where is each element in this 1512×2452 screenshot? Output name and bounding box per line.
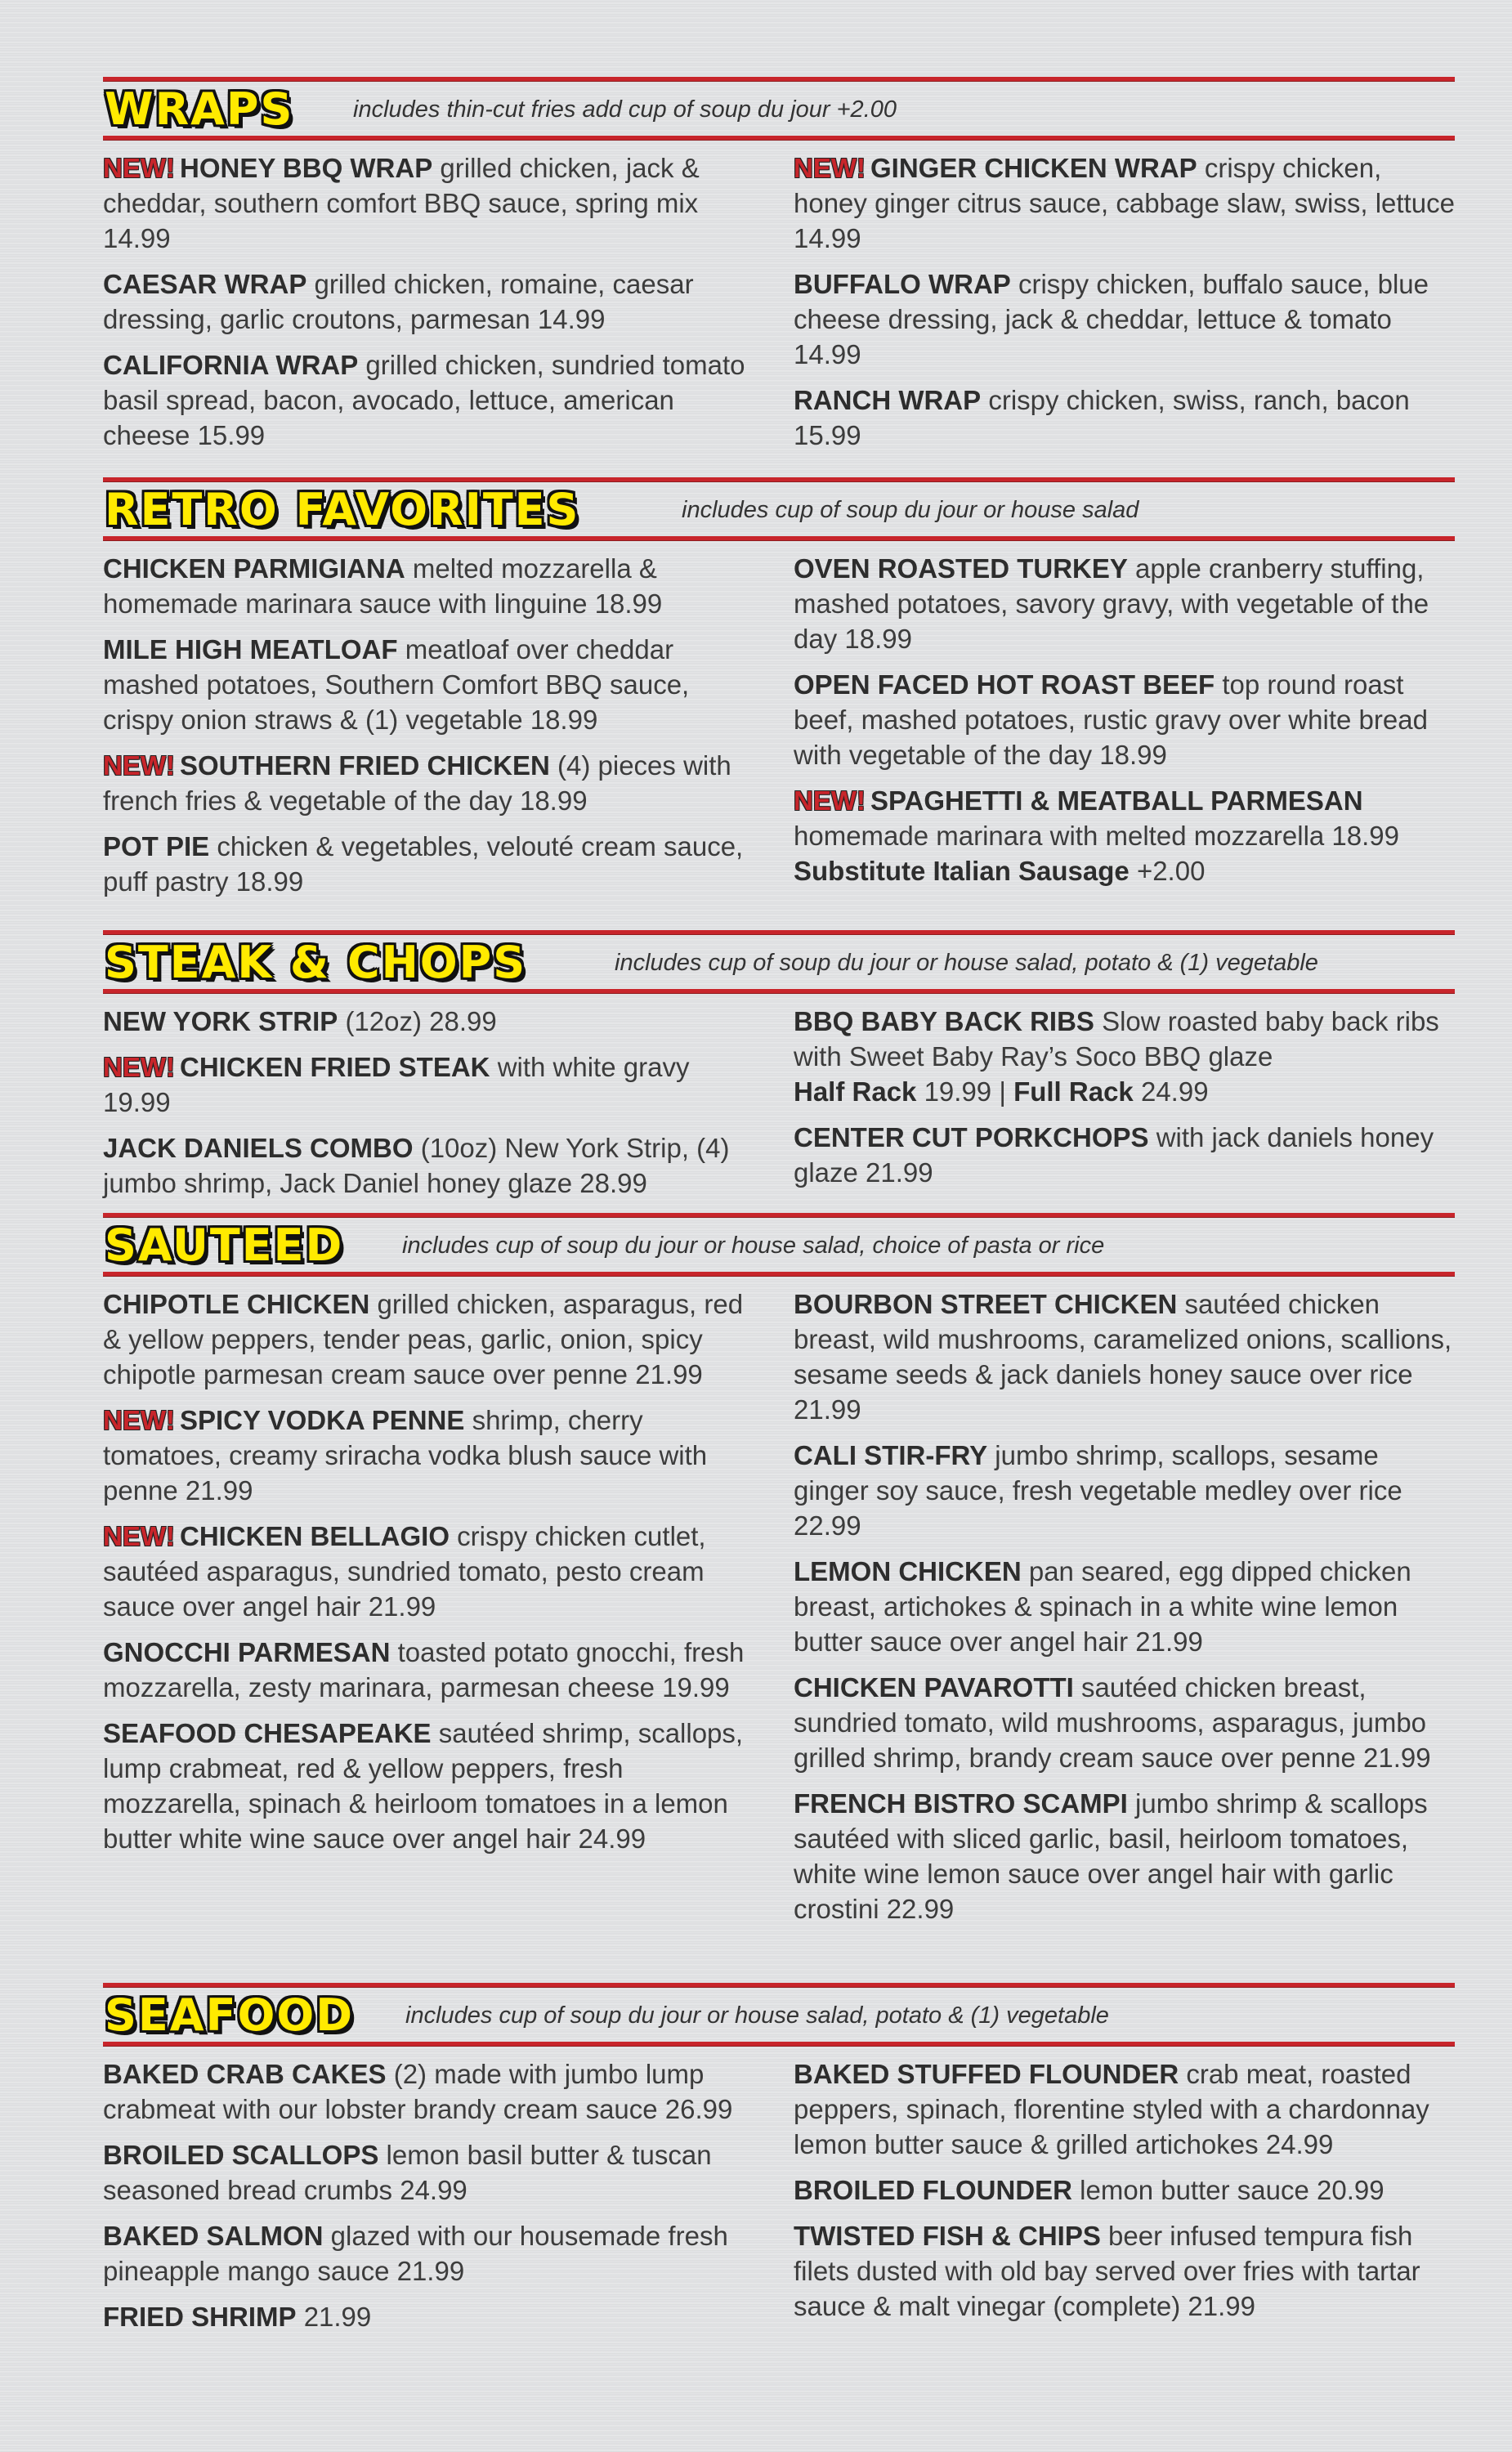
item-name: JACK DANIELS COMBO — [103, 1133, 414, 1163]
item-desc: top round roast beef, mashed potatoes, rustic gravy over white bread with vegetable of the day 18.99 — [794, 669, 1428, 770]
item-desc: 21.99 — [303, 2302, 372, 2332]
item-desc: (2) made with jumbo lump crabmeat with our lobster brandy cream sauce 26.99 — [103, 2059, 733, 2124]
divider-rule — [103, 1213, 1455, 1217]
menu-column-right — [794, 150, 1455, 463]
item-desc: crispy chicken cutlet, sautéed asparagus, sundried tomato, pesto cream sauce over angel hair 21.99 — [103, 1521, 706, 1622]
divider-rule — [103, 1272, 1455, 1276]
new-badge: NEW! — [103, 750, 175, 781]
menu-item — [103, 829, 764, 899]
menu-item — [794, 1786, 1455, 1926]
menu-column-left — [103, 150, 764, 463]
menu-item — [794, 2218, 1455, 2324]
divider-rule — [103, 477, 1455, 481]
item-extra-name: Half Rack — [794, 1076, 917, 1107]
section-title: WRAPS — [105, 83, 294, 135]
divider-rule — [103, 930, 1455, 934]
menu-item — [794, 667, 1455, 772]
divider-rule — [103, 989, 1455, 993]
section-seafood — [103, 1988, 1455, 2345]
item-desc: lemon butter sauce 20.99 — [1080, 2175, 1385, 2205]
menu-item — [103, 2137, 764, 2208]
section-note: includes cup of soup du jour or house salad, potato & (1) vegetable — [405, 2002, 1109, 2029]
menu-item — [794, 1120, 1455, 1190]
item-name: SPICY VODKA PENNE — [179, 1405, 465, 1435]
menu-item — [103, 748, 764, 818]
item-extra-name: Full Rack — [1013, 1076, 1134, 1107]
menu-column-right — [794, 1286, 1455, 1937]
menu-item — [103, 632, 764, 737]
item-desc: lemon basil butter & tuscan seasoned bread crumbs 24.99 — [103, 2140, 712, 2205]
item-desc: Slow roasted baby back ribs with Sweet Baby Ray’s Soco BBQ glaze — [794, 1006, 1439, 1072]
item-extra-price: +2.00 — [1136, 856, 1206, 886]
item-desc: meatloaf over cheddar mashed potatoes, Southern Comfort BBQ sauce, crispy onion straws & (1) vegetable 18.99 — [103, 634, 690, 735]
item-extra-price: 24.99 — [1140, 1076, 1209, 1107]
item-desc: pan seared, egg dipped chicken breast, artichokes & spinach in a white wine lemon butter sauce over angel hair 21.99 — [794, 1556, 1411, 1657]
item-name: TWISTED FISH & CHIPS — [794, 2221, 1101, 2251]
item-name: CALIFORNIA WRAP — [103, 350, 359, 380]
item-desc: jumbo shrimp & scallops sautéed with sliced garlic, basil, heirloom tomatoes, white wine lemon sauce over angel hair with garlic crostini 22.99 — [794, 1788, 1428, 1924]
item-desc: crispy chicken, honey ginger citrus sauce, cabbage slaw, swiss, lettuce 14.99 — [794, 153, 1455, 253]
menu-item — [794, 1554, 1455, 1659]
item-desc: crispy chicken, buffalo sauce, blue cheese dressing, jack & cheddar, lettuce & tomato 14.99 — [794, 269, 1429, 369]
item-desc: homemade marinara with melted mozzarella 18.99 — [794, 821, 1400, 851]
section-note: includes thin-cut fries add cup of soup du jour +2.00 — [353, 96, 897, 123]
new-badge: NEW! — [794, 785, 866, 816]
item-desc: apple cranberry stuffing, mashed potatoes, savory gravy, with vegetable of the day 18.99 — [794, 553, 1429, 654]
item-name: BROILED FLOUNDER — [794, 2175, 1072, 2205]
section-wraps — [103, 82, 1455, 463]
item-name: CHICKEN PAVAROTTI — [794, 1672, 1074, 1703]
menu-column-left — [103, 2056, 764, 2345]
menu-column-left — [103, 551, 764, 910]
item-desc: grilled chicken, jack & cheddar, southern comfort BBQ sauce, spring mix 14.99 — [103, 153, 700, 253]
menu-item — [103, 1049, 764, 1120]
item-name: NEW YORK STRIP — [103, 1006, 338, 1036]
item-desc: with jack daniels honey glaze 21.99 — [794, 1122, 1434, 1188]
item-name: SPAGHETTI & MEATBALL PARMESAN — [870, 785, 1363, 816]
menu-item — [794, 383, 1455, 453]
menu-item — [103, 1635, 764, 1705]
menu-item — [103, 150, 764, 256]
item-desc: crab meat, roasted peppers, spinach, florentine styled with a chardonnay lemon butter sauce & grilled artichokes 24.99 — [794, 2059, 1429, 2159]
menu-item — [794, 1004, 1455, 1109]
menu-item — [103, 1130, 764, 1201]
section-header — [103, 82, 1455, 141]
section-header — [103, 1988, 1455, 2047]
menu-item — [103, 551, 764, 621]
menu-item — [794, 1438, 1455, 1543]
item-desc: chicken & vegetables, velouté cream sauce, puff pastry 18.99 — [103, 831, 744, 897]
item-desc: jumbo shrimp, scallops, sesame ginger soy sauce, fresh vegetable medley over rice 22.99 — [794, 1440, 1402, 1541]
item-extra-name: Substitute Italian Sausage — [794, 856, 1130, 886]
item-desc: sautéed shrimp, scallops, lump crabmeat, red & yellow peppers, fresh mozzarella, spinach & heirloom tomatoes in a lemon butter white wine sauce over angel hair 24.99 — [103, 1718, 744, 1854]
item-desc: grilled chicken, sundried tomato basil spread, bacon, avocado, lettuce, american cheese 15.99 — [103, 350, 745, 450]
menu-item — [794, 266, 1455, 372]
item-desc: crispy chicken, swiss, ranch, bacon 15.99 — [794, 385, 1410, 450]
item-name: RANCH WRAP — [794, 385, 982, 415]
menu-item — [103, 2299, 764, 2334]
item-desc: (4) pieces with french fries & vegetable of the day 18.99 — [103, 750, 731, 816]
menu-item — [103, 266, 764, 337]
divider-rule — [103, 136, 1455, 140]
item-extra-price: 19.99 | — [924, 1076, 1006, 1107]
item-desc: shrimp, cherry tomatoes, creamy sriracha vodka blush sauce with penne 21.99 — [103, 1405, 708, 1506]
item-desc: beer infused tempura fish filets dusted with old bay served over fries with tartar sauce & malt vinegar (complete) 21.99 — [794, 2221, 1420, 2321]
item-name: HONEY BBQ WRAP — [179, 153, 433, 183]
item-name: BOURBON STREET CHICKEN — [794, 1289, 1178, 1319]
menu-item — [794, 150, 1455, 256]
menu-item — [103, 1403, 764, 1508]
section-title: SAUTEED — [105, 1219, 344, 1271]
item-name: FRENCH BISTRO SCAMPI — [794, 1788, 1128, 1819]
menu-item — [103, 347, 764, 453]
section-header — [103, 1218, 1455, 1277]
item-desc: toasted potato gnocchi, fresh mozzarella, zesty marinara, parmesan cheese 19.99 — [103, 1637, 745, 1703]
menu-item — [103, 1004, 764, 1039]
item-name: CAESAR WRAP — [103, 269, 307, 299]
menu-column-right — [794, 1004, 1455, 1211]
menu-item — [794, 551, 1455, 656]
item-desc: sautéed chicken breast, sundried tomato, wild mushrooms, asparagus, jumbo grilled shrimp, brandy cream sauce over penne 21.99 — [794, 1672, 1431, 1773]
section-note: includes cup of soup du jour or house salad, potato & (1) vegetable — [615, 950, 1318, 976]
menu-column-right — [794, 551, 1455, 910]
item-desc: grilled chicken, romaine, caesar dressing, garlic croutons, parmesan 14.99 — [103, 269, 694, 334]
item-name: CHIPOTLE CHICKEN — [103, 1289, 370, 1319]
item-name: POT PIE — [103, 831, 210, 861]
item-name: CHICKEN BELLAGIO — [179, 1521, 450, 1551]
item-name: BAKED SALMON — [103, 2221, 324, 2251]
item-desc: sautéed chicken breast, wild mushrooms, caramelized onions, scallions, sesame seeds & jack daniels honey sauce over rice 21.99 — [794, 1289, 1452, 1425]
menu-column-left — [103, 1286, 764, 1937]
item-name: BUFFALO WRAP — [794, 269, 1011, 299]
item-desc: grilled chicken, asparagus, red & yellow peppers, tender peas, garlic, onion, spicy chipotle parmesan cream sauce over penne 21.99 — [103, 1289, 744, 1389]
menu-column-right — [794, 2056, 1455, 2345]
item-desc: melted mozzarella & homemade marinara sauce with linguine 18.99 — [103, 553, 663, 619]
item-name: BROILED SCALLOPS — [103, 2140, 379, 2170]
new-badge: NEW! — [103, 1405, 175, 1435]
item-name: CALI STIR-FRY — [794, 1440, 988, 1470]
section-header — [103, 935, 1455, 994]
section-sauteed — [103, 1218, 1455, 1937]
menu-item — [103, 1716, 764, 1856]
menu-item — [794, 1670, 1455, 1775]
section-note: includes cup of soup du jour or house salad, choice of pasta or rice — [402, 1233, 1105, 1259]
menu-column-left — [103, 1004, 764, 1211]
item-name: CHICKEN PARMIGIANA — [103, 553, 405, 584]
item-name: BAKED CRAB CAKES — [103, 2059, 387, 2089]
item-desc: glazed with our housemade fresh pineapple mango sauce 21.99 — [103, 2221, 728, 2286]
divider-rule — [103, 2042, 1455, 2046]
item-name: LEMON CHICKEN — [794, 1556, 1022, 1586]
menu-item — [794, 1286, 1455, 1427]
section-title: STEAK & CHOPS — [105, 937, 527, 988]
item-desc: (12oz) 28.99 — [345, 1006, 497, 1036]
section-title: SEAFOOD — [105, 1989, 355, 2041]
item-desc: with white gravy 19.99 — [103, 1052, 690, 1117]
item-name: GNOCCHI PARMESAN — [103, 1637, 391, 1667]
item-name: CENTER CUT PORKCHOPS — [794, 1122, 1149, 1152]
menu-item — [103, 1519, 764, 1624]
item-name: CHICKEN FRIED STEAK — [179, 1052, 490, 1082]
item-name: MILE HIGH MEATLOAF — [103, 634, 398, 664]
menu-item — [103, 2218, 764, 2289]
section-header — [103, 482, 1455, 541]
divider-rule — [103, 1983, 1455, 1987]
new-badge: NEW! — [103, 1052, 175, 1082]
item-name: OVEN ROASTED TURKEY — [794, 553, 1128, 584]
divider-rule — [103, 77, 1455, 81]
item-name: BBQ BABY BACK RIBS — [794, 1006, 1094, 1036]
item-name: SEAFOOD CHESAPEAKE — [103, 1718, 432, 1748]
item-name: GINGER CHICKEN WRAP — [870, 153, 1197, 183]
new-badge: NEW! — [103, 153, 175, 183]
menu-item — [794, 783, 1455, 888]
item-desc: (10oz) New York Strip, (4) jumbo shrimp, Jack Daniel honey glaze 28.99 — [103, 1133, 730, 1198]
item-name: FRIED SHRIMP — [103, 2302, 297, 2332]
item-name: SOUTHERN FRIED CHICKEN — [179, 750, 550, 781]
item-name: BAKED STUFFED FLOUNDER — [794, 2059, 1179, 2089]
menu-item — [794, 2172, 1455, 2208]
menu-item — [103, 2056, 764, 2127]
section-note: includes cup of soup du jour or house salad — [682, 497, 1139, 523]
divider-rule — [103, 536, 1455, 540]
new-badge: NEW! — [103, 1521, 175, 1551]
menu-item — [794, 2056, 1455, 2162]
section-retro-favorites — [103, 482, 1455, 910]
section-title: RETRO FAVORITES — [105, 484, 580, 535]
item-name: OPEN FACED HOT ROAST BEEF — [794, 669, 1215, 700]
new-badge: NEW! — [794, 153, 866, 183]
menu-item — [103, 1286, 764, 1392]
section-steak-chops — [103, 935, 1455, 1211]
